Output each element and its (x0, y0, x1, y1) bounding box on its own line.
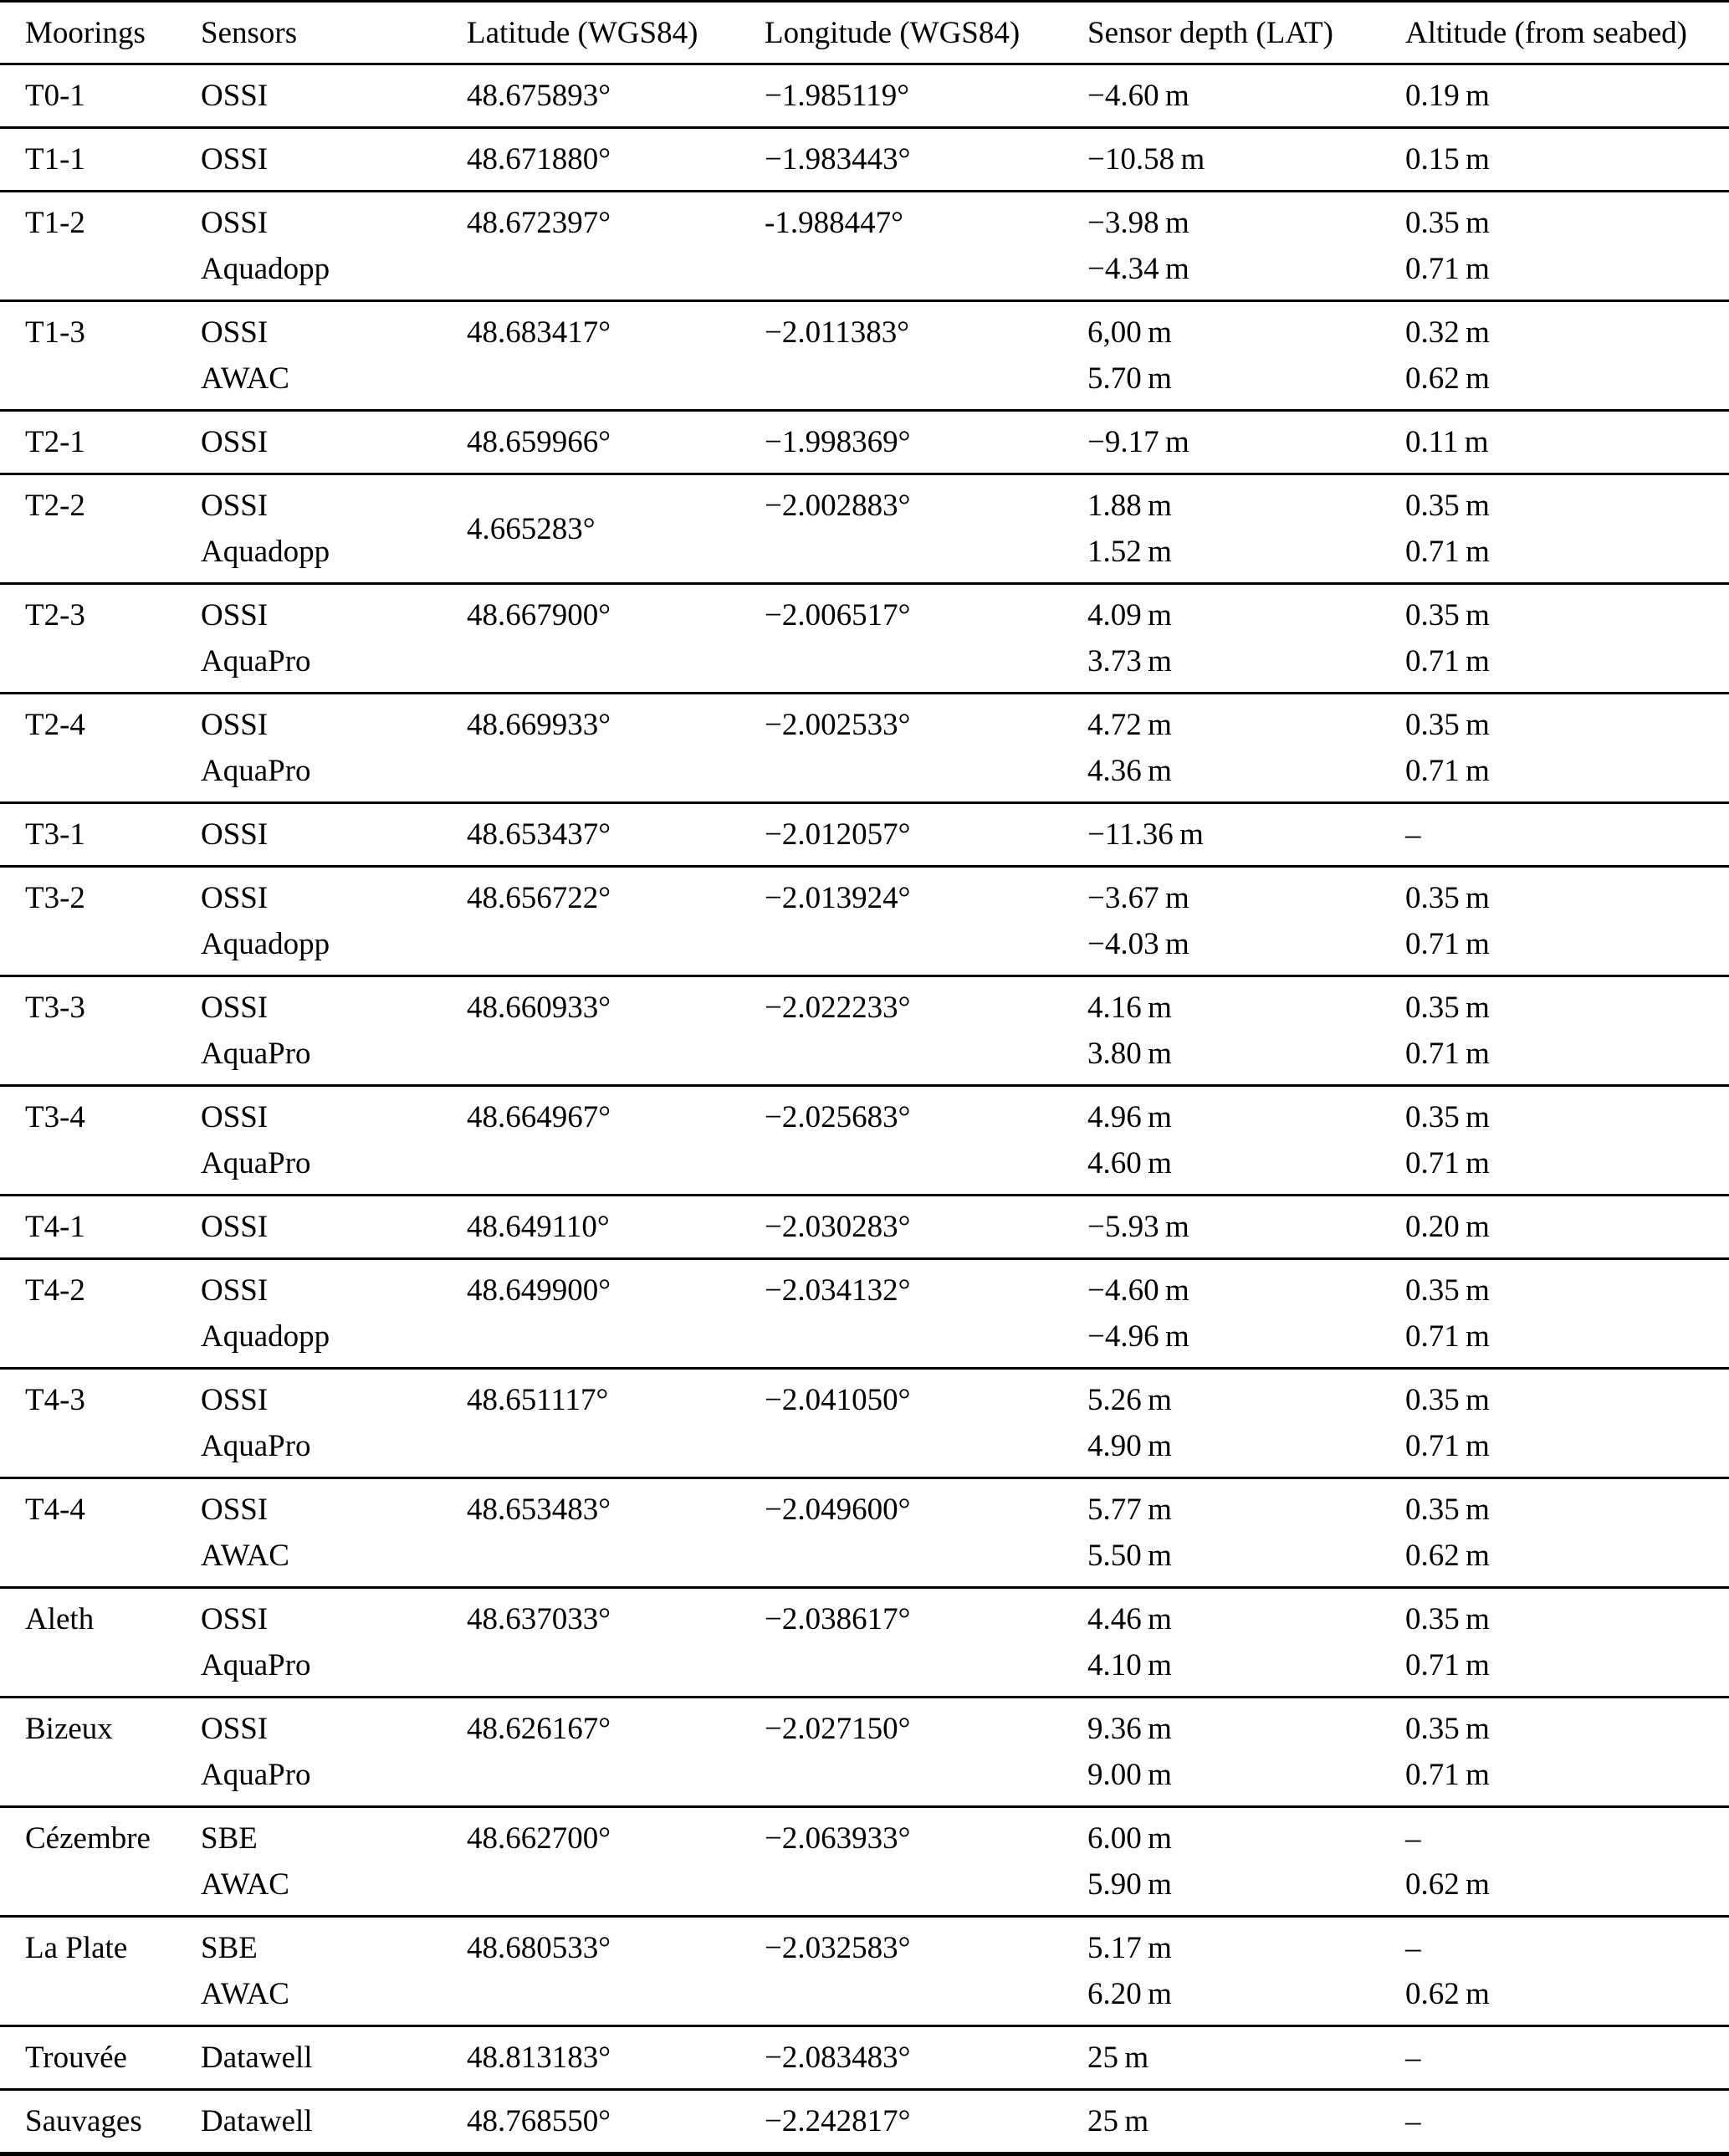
mooring-name-cell: T3-1 (25, 817, 85, 852)
table-row (0, 2026, 1729, 2090)
altitude-line: 0.35 m (1405, 1602, 1490, 1636)
table-row (0, 1259, 1729, 1369)
altitude-cell (1380, 1917, 1729, 2026)
longitude-cell: −2.038617° (765, 1602, 911, 1636)
sensor-line: Aquadopp (201, 927, 330, 961)
depth-line: −3.98 m (1087, 206, 1189, 240)
altitude-cell (1380, 1369, 1729, 1478)
sensor-line: AquaPro (201, 1146, 311, 1180)
latitude-cell: 48.672397° (467, 206, 611, 240)
sensors-cell (176, 192, 442, 301)
table-row (0, 1369, 1729, 1478)
altitude-cell (1380, 1478, 1729, 1588)
sensors-cell (176, 867, 442, 976)
longitude-cell: −2.063933° (765, 1821, 911, 1856)
latitude-cell: 48.680533° (467, 1931, 611, 1965)
mooring-name-cell: T2-2 (25, 489, 85, 523)
depth-line: −9.17 m (1087, 425, 1189, 459)
sensor-line: AquaPro (201, 1648, 311, 1682)
depth-line: 9.00 m (1087, 1758, 1172, 1792)
altitude-line: 0.71 m (1405, 927, 1490, 961)
sensor-depth-cell (1062, 1259, 1380, 1369)
depth-line: 5.90 m (1087, 1867, 1172, 1902)
altitude-line: 0.62 m (1405, 1539, 1490, 1573)
latitude-cell: 48.813183° (467, 2041, 611, 2075)
altitude-line: 0.35 m (1405, 1100, 1490, 1134)
sensor-depth-cell (1062, 2090, 1380, 2154)
depth-line: 5.17 m (1087, 1931, 1172, 1965)
depth-line: 4.10 m (1087, 1648, 1172, 1682)
longitude-cell: −2.032583° (765, 1931, 911, 1965)
mooring-name-cell: Sauvages (25, 2104, 142, 2138)
sensor-line: AquaPro (201, 754, 311, 788)
altitude-cell (1380, 301, 1729, 411)
altitude-line: 0.20 m (1405, 1210, 1490, 1244)
altitude-line: 0.35 m (1405, 991, 1490, 1025)
sensor-depth-cell (1062, 1807, 1380, 1917)
sensor-depth-cell (1062, 474, 1380, 584)
altitude-line: – (1405, 2104, 1421, 2138)
sensor-depth-cell (1062, 584, 1380, 694)
sensors-cell (176, 1807, 442, 1917)
mooring-name-cell: T4-4 (25, 1493, 85, 1527)
latitude-cell: 4.665283° (467, 511, 596, 546)
depth-line: 4.72 m (1087, 708, 1172, 742)
mooring-name-cell: T1-2 (25, 206, 85, 240)
mooring-name-cell: Aleth (25, 1602, 95, 1636)
table-row (0, 1478, 1729, 1588)
sensor-depth-cell (1062, 301, 1380, 411)
table-row (0, 474, 1729, 584)
depth-line: −5.93 m (1087, 1210, 1189, 1244)
mooring-name-cell: La Plate (25, 1931, 128, 1965)
sensors-cell (176, 1086, 442, 1196)
table-row (0, 1086, 1729, 1196)
longitude-cell: −2.022233° (765, 991, 911, 1025)
depth-line: 4.16 m (1087, 991, 1172, 1025)
altitude-cell (1380, 1086, 1729, 1196)
altitude-line: 0.15 m (1405, 142, 1490, 177)
mooring-name-cell: Trouvée (25, 2041, 127, 2075)
depth-line: 6.20 m (1087, 1977, 1172, 2011)
altitude-cell (1380, 1698, 1729, 1807)
depth-line: 4.46 m (1087, 1602, 1172, 1636)
sensors-cell (176, 1369, 442, 1478)
sensor-line: Aquadopp (201, 535, 330, 569)
longitude-cell: -1.988447° (765, 206, 903, 240)
altitude-line: – (1405, 2041, 1421, 2075)
sensor-depth-cell (1062, 867, 1380, 976)
latitude-cell: 48.626167° (467, 1712, 611, 1746)
sensors-cell (176, 1259, 442, 1369)
mooring-name-cell: T3-4 (25, 1100, 85, 1134)
longitude-cell: −2.006517° (765, 598, 911, 632)
latitude-cell: 48.659966° (467, 425, 611, 459)
sensor-depth-cell (1062, 1917, 1380, 2026)
altitude-line: 0.71 m (1405, 1037, 1490, 1071)
sensor-line: Datawell (201, 2041, 313, 2075)
sensors-cell (176, 584, 442, 694)
column-header: Sensor depth (LAT) (1062, 2, 1380, 64)
table-row (0, 1588, 1729, 1698)
depth-line: 25 m (1087, 2041, 1149, 2075)
depth-line: 6.00 m (1087, 1821, 1172, 1856)
longitude-cell: −2.011383° (765, 315, 910, 350)
altitude-line: 0.71 m (1405, 1648, 1490, 1682)
sensor-line: SBE (201, 1931, 258, 1965)
mooring-name-cell: T1-1 (25, 142, 85, 177)
longitude-cell: −2.041050° (765, 1383, 911, 1417)
sensor-line: OSSI (201, 489, 269, 523)
altitude-cell (1380, 192, 1729, 301)
sensor-line: OSSI (201, 991, 269, 1025)
latitude-cell: 48.683417° (467, 315, 611, 350)
altitude-line: – (1405, 1931, 1421, 1965)
sensors-cell (176, 803, 442, 867)
altitude-line: 0.62 m (1405, 1867, 1490, 1902)
sensor-line: Datawell (201, 2104, 313, 2138)
table-row (0, 64, 1729, 128)
mooring-name-cell: T2-3 (25, 598, 85, 632)
table-row (0, 1196, 1729, 1259)
mooring-name-cell: T4-3 (25, 1383, 85, 1417)
sensor-line: OSSI (201, 1273, 269, 1308)
depth-line: 5.70 m (1087, 361, 1172, 396)
sensors-cell (176, 694, 442, 803)
depth-line: 4.96 m (1087, 1100, 1172, 1134)
latitude-cell: 48.768550° (467, 2104, 611, 2138)
altitude-line: 0.35 m (1405, 708, 1490, 742)
mooring-name-cell: T4-1 (25, 1210, 85, 1244)
depth-line: 4.09 m (1087, 598, 1172, 632)
sensor-depth-cell (1062, 1588, 1380, 1698)
depth-line: 1.52 m (1087, 535, 1172, 569)
table-row (0, 411, 1729, 474)
mooring-name-cell: T3-2 (25, 881, 85, 915)
sensor-depth-cell (1062, 2026, 1380, 2090)
sensor-depth-cell (1062, 1478, 1380, 1588)
sensor-depth-cell (1062, 1196, 1380, 1259)
latitude-cell: 48.660933° (467, 991, 611, 1025)
sensor-depth-cell (1062, 976, 1380, 1086)
altitude-line: 0.71 m (1405, 535, 1490, 569)
sensor-line: Aquadopp (201, 252, 330, 286)
altitude-cell (1380, 976, 1729, 1086)
depth-line: 3.80 m (1087, 1037, 1172, 1071)
sensor-line: AquaPro (201, 1037, 311, 1071)
latitude-cell: 48.649110° (467, 1210, 610, 1244)
depth-line: 3.73 m (1087, 644, 1172, 679)
sensor-line: OSSI (201, 1100, 269, 1134)
sensor-depth-cell (1062, 128, 1380, 192)
altitude-cell (1380, 2026, 1729, 2090)
altitude-line: 0.11 m (1405, 425, 1489, 459)
altitude-line: 0.35 m (1405, 1493, 1490, 1527)
latitude-cell: 48.662700° (467, 1821, 611, 1856)
sensor-depth-cell (1062, 1698, 1380, 1807)
longitude-cell: −2.030283° (765, 1210, 911, 1244)
altitude-line: 0.62 m (1405, 1977, 1490, 2011)
longitude-cell: −1.998369° (765, 425, 911, 459)
latitude-cell: 48.656722° (467, 881, 611, 915)
mooring-name-cell: T4-2 (25, 1273, 85, 1308)
depth-line: −4.96 m (1087, 1319, 1189, 1354)
header-row (0, 2, 1729, 64)
table-row (0, 301, 1729, 411)
depth-line: 4.90 m (1087, 1429, 1172, 1463)
sensor-line: OSSI (201, 598, 269, 632)
depth-line: −3.67 m (1087, 881, 1189, 915)
table-row (0, 584, 1729, 694)
sensors-cell (176, 301, 442, 411)
sensor-depth-cell (1062, 64, 1380, 128)
depth-line: 9.36 m (1087, 1712, 1172, 1746)
altitude-line: 0.35 m (1405, 206, 1490, 240)
longitude-cell: −1.985119° (765, 79, 910, 113)
table-row (0, 867, 1729, 976)
altitude-line: 0.71 m (1405, 1319, 1490, 1354)
latitude-cell: 48.653437° (467, 817, 611, 852)
sensor-line: AWAC (201, 1867, 289, 1902)
column-header: Moorings (0, 2, 176, 64)
sensor-line: OSSI (201, 425, 269, 459)
latitude-cell: 48.651117° (467, 1383, 609, 1417)
sensors-cell (176, 474, 442, 584)
sensors-cell (176, 411, 442, 474)
mooring-name-cell: T3-3 (25, 991, 85, 1025)
depth-line: −4.60 m (1087, 79, 1189, 113)
sensor-depth-cell (1062, 1086, 1380, 1196)
altitude-line: 0.19 m (1405, 79, 1490, 113)
latitude-cell: 48.664967° (467, 1100, 611, 1134)
depth-line: 5.50 m (1087, 1539, 1172, 1573)
sensors-cell (176, 1478, 442, 1588)
table-row (0, 192, 1729, 301)
depth-line: −10.58 m (1087, 142, 1205, 177)
altitude-cell (1380, 694, 1729, 803)
altitude-cell (1380, 474, 1729, 584)
altitude-cell (1380, 411, 1729, 474)
longitude-cell: −2.025683° (765, 1100, 911, 1134)
altitude-line: 0.71 m (1405, 252, 1490, 286)
sensor-line: OSSI (201, 881, 269, 915)
sensors-cell (176, 128, 442, 192)
latitude-cell: 48.667900° (467, 598, 611, 632)
sensor-line: OSSI (201, 1712, 269, 1746)
table-row (0, 1917, 1729, 2026)
altitude-line: 0.71 m (1405, 754, 1490, 788)
mooring-name-cell: T2-4 (25, 708, 85, 742)
longitude-cell: −2.002533° (765, 708, 911, 742)
sensors-cell (176, 1917, 442, 2026)
mooring-name-cell: Cézembre (25, 1821, 151, 1856)
sensor-line: AWAC (201, 361, 289, 396)
sensor-line: OSSI (201, 142, 269, 177)
sensor-line: OSSI (201, 1210, 269, 1244)
sensors-cell (176, 1588, 442, 1698)
sensor-depth-cell (1062, 803, 1380, 867)
sensor-line: AquaPro (201, 1758, 311, 1792)
latitude-cell: 48.649900° (467, 1273, 611, 1308)
sensors-cell (176, 1196, 442, 1259)
depth-line: −11.36 m (1087, 817, 1204, 852)
longitude-cell: −2.012057° (765, 817, 911, 852)
depth-line: 6,00 m (1087, 315, 1172, 350)
longitude-cell: −2.013924° (765, 881, 911, 915)
altitude-line: 0.35 m (1405, 489, 1490, 523)
sensors-cell (176, 2090, 442, 2154)
mooring-name-cell: Bizeux (25, 1712, 113, 1746)
altitude-cell (1380, 584, 1729, 694)
sensor-line: OSSI (201, 315, 269, 350)
table-row (0, 2090, 1729, 2154)
altitude-line: – (1405, 817, 1421, 852)
table-row (0, 803, 1729, 867)
sensor-line: OSSI (201, 708, 269, 742)
sensor-line: SBE (201, 1821, 258, 1856)
sensor-depth-cell (1062, 411, 1380, 474)
longitude-cell: −2.083483° (765, 2041, 911, 2075)
column-header: Longitude (WGS84) (739, 2, 1062, 64)
table-row (0, 128, 1729, 192)
table-row (0, 1807, 1729, 1917)
altitude-line: 0.35 m (1405, 881, 1490, 915)
depth-line: 4.60 m (1087, 1146, 1172, 1180)
altitude-cell (1380, 803, 1729, 867)
mooring-name-cell: T0-1 (25, 79, 85, 113)
mooring-name-cell: T2-1 (25, 425, 85, 459)
sensors-cell (176, 64, 442, 128)
latitude-cell: 48.675893° (467, 79, 611, 113)
depth-line: 5.77 m (1087, 1493, 1172, 1527)
table-row (0, 1698, 1729, 1807)
column-header: Latitude (WGS84) (442, 2, 739, 64)
altitude-cell (1380, 1259, 1729, 1369)
altitude-cell (1380, 128, 1729, 192)
mooring-name-cell: T1-3 (25, 315, 85, 350)
depth-line: 4.36 m (1087, 754, 1172, 788)
altitude-cell (1380, 2090, 1729, 2154)
altitude-line: 0.71 m (1405, 1758, 1490, 1792)
sensor-line: AquaPro (201, 1429, 311, 1463)
altitude-line: 0.71 m (1405, 644, 1490, 679)
sensors-cell (176, 1698, 442, 1807)
altitude-line: 0.71 m (1405, 1146, 1490, 1180)
altitude-line: 0.35 m (1405, 1383, 1490, 1417)
altitude-cell (1380, 1588, 1729, 1698)
latitude-cell: 48.671880° (467, 142, 611, 177)
longitude-cell: −2.049600° (765, 1493, 911, 1527)
sensor-depth-cell (1062, 192, 1380, 301)
longitude-cell: −2.242817° (765, 2104, 911, 2138)
altitude-line: 0.32 m (1405, 315, 1490, 350)
sensor-line: OSSI (201, 1493, 269, 1527)
column-header: Altitude (from seabed) (1380, 2, 1729, 64)
latitude-cell: 48.637033° (467, 1602, 611, 1636)
altitude-line: 0.35 m (1405, 1712, 1490, 1746)
sensors-cell (176, 2026, 442, 2090)
depth-line: 25 m (1087, 2104, 1149, 2138)
depth-line: −4.03 m (1087, 927, 1189, 961)
longitude-cell: −2.034132° (765, 1273, 911, 1308)
table-row (0, 976, 1729, 1086)
latitude-cell: 48.653483° (467, 1493, 611, 1527)
altitude-line: – (1405, 1821, 1421, 1856)
table-row (0, 694, 1729, 803)
altitude-line: 0.62 m (1405, 361, 1490, 396)
depth-line: −4.60 m (1087, 1273, 1189, 1308)
sensor-line: Aquadopp (201, 1319, 330, 1354)
sensor-line: AWAC (201, 1539, 289, 1573)
sensor-depth-cell (1062, 1369, 1380, 1478)
altitude-cell (1380, 867, 1729, 976)
sensor-line: AquaPro (201, 644, 311, 679)
altitude-line: 0.71 m (1405, 1429, 1490, 1463)
longitude-cell: −1.983443° (765, 142, 911, 177)
altitude-line: 0.35 m (1405, 598, 1490, 632)
altitude-cell (1380, 1196, 1729, 1259)
depth-line: 1.88 m (1087, 489, 1172, 523)
sensor-line: OSSI (201, 1383, 269, 1417)
sensor-line: AWAC (201, 1977, 289, 2011)
longitude-cell: −2.027150° (765, 1712, 911, 1746)
depth-line: −4.34 m (1087, 252, 1189, 286)
latitude-cell: 48.669933° (467, 708, 611, 742)
altitude-cell (1380, 1807, 1729, 1917)
sensor-line: OSSI (201, 79, 269, 113)
sensor-line: OSSI (201, 206, 269, 240)
sensor-depth-cell (1062, 694, 1380, 803)
sensor-line: OSSI (201, 817, 269, 852)
sensor-line: OSSI (201, 1602, 269, 1636)
sensors-cell (176, 976, 442, 1086)
depth-line: 5.26 m (1087, 1383, 1172, 1417)
longitude-cell: −2.002883° (765, 489, 911, 523)
column-header: Sensors (176, 2, 442, 64)
altitude-line: 0.35 m (1405, 1273, 1490, 1308)
altitude-cell (1380, 64, 1729, 128)
